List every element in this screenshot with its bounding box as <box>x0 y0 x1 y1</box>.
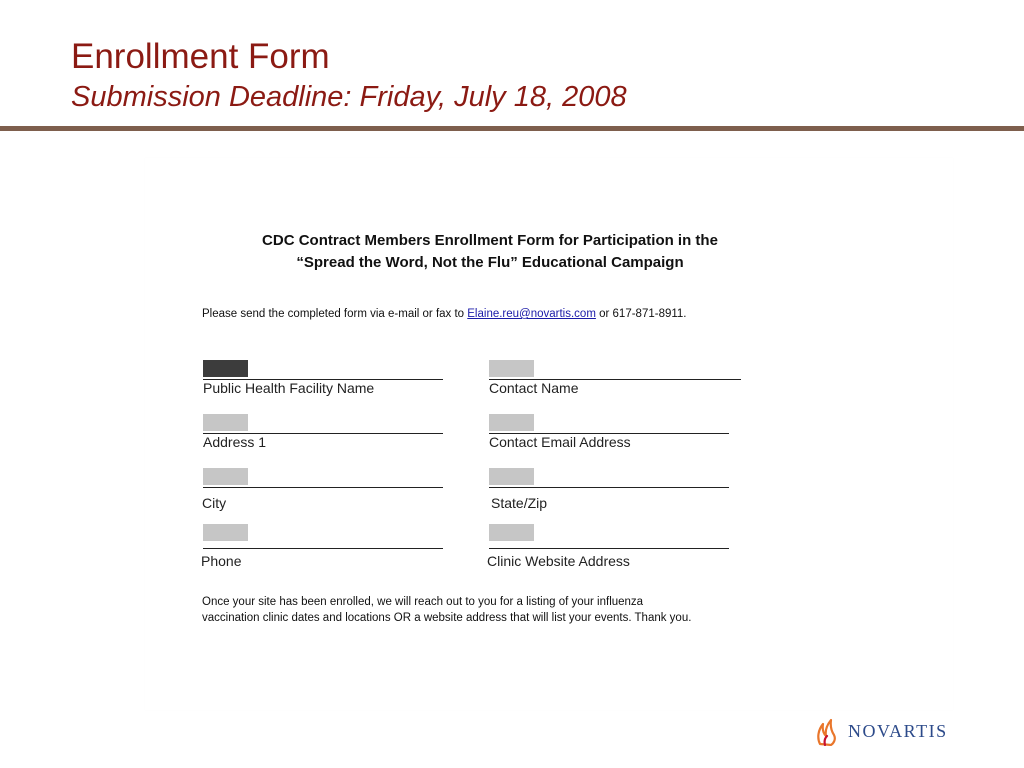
slide-subtitle: Submission Deadline: Friday, July 18, 2008 <box>71 81 627 113</box>
instructions-text: Please send the completed form via e-mail or fax to <box>202 308 468 320</box>
address1-input[interactable] <box>203 414 248 431</box>
contact-email-input[interactable] <box>489 414 534 431</box>
novartis-wordmark: NOVARTIS <box>848 720 948 741</box>
closing-note <box>202 594 691 626</box>
phone-label: Phone <box>201 553 242 569</box>
city-label: City <box>202 495 227 511</box>
email-link[interactable]: Elaine.reu@novartis.com <box>467 308 596 320</box>
novartis-flame-icon <box>816 716 838 746</box>
closing-note-line-1: Once your site has been enrolled, we will reach out to you for a listing of your influenza <box>202 596 644 608</box>
clinic-website-underline <box>489 548 729 549</box>
contact-email-label: Contact Email Address <box>489 434 631 450</box>
clinic-website-input[interactable] <box>489 524 534 541</box>
title-divider <box>0 126 1024 131</box>
phone-input[interactable] <box>203 524 248 541</box>
clinic-website-label: Clinic Website Address <box>487 553 630 569</box>
state-zip-underline <box>489 487 729 488</box>
form-heading-line-1: CDC Contract Members Enrollment Form for Participation in the <box>262 232 718 249</box>
city-input[interactable] <box>203 468 248 485</box>
form-heading-line-2: “Spread the Word, Not the Flu” Educational Campaign <box>296 254 684 271</box>
closing-note-line-2: vaccination clinic dates and locations OR a website address that will list your events. Thank you. <box>202 612 692 624</box>
instructions-fax: or 617-871-8911. <box>595 308 687 320</box>
form-heading <box>145 230 835 274</box>
novartis-logo <box>816 712 948 750</box>
facility-name-label: Public Health Facility Name <box>203 380 375 396</box>
contact-name-label: Contact Name <box>489 380 579 396</box>
address1-label: Address 1 <box>203 434 267 450</box>
state-zip-label: State/Zip <box>491 495 548 511</box>
phone-underline <box>203 548 443 549</box>
enrollment-form-document <box>145 158 953 710</box>
contact-name-input[interactable] <box>489 360 534 377</box>
facility-name-input[interactable] <box>203 360 248 377</box>
state-zip-input[interactable] <box>489 468 534 485</box>
form-instructions <box>202 308 687 320</box>
slide-title: Enrollment Form <box>71 37 330 76</box>
city-underline <box>203 487 443 488</box>
